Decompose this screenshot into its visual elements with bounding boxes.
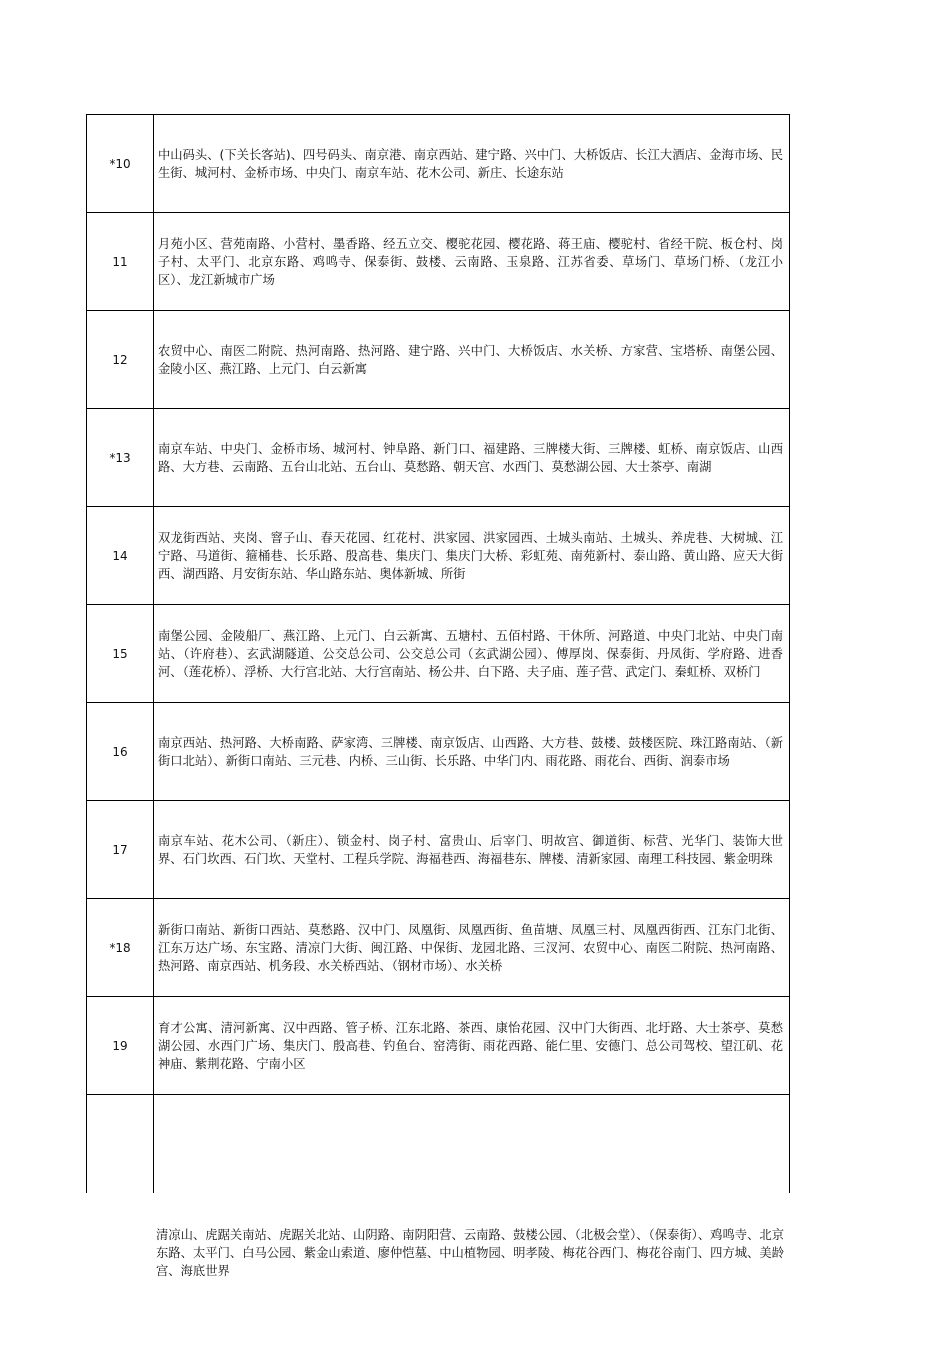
table-row [87, 115, 790, 213]
route-number: 19 [87, 997, 154, 1095]
route-number: *18 [87, 899, 154, 997]
table-row [87, 311, 790, 409]
table-row [87, 605, 790, 703]
route-stops: 育才公寓、清河新寓、汉中西路、管子桥、江东北路、茶西、康怡花园、汉中门大街西、北圩路、大士茶亭、莫愁湖公园、水西门广场、集庆门、殷高巷、钓鱼台、窑湾街、雨花西路、能仁里、安德门、总公司驾校、望江矶、花神庙、紫荆花路、宁南小区 [154, 997, 790, 1095]
route-stops: 南京车站、中央门、金桥市场、城河村、钟阜路、新门口、福建路、三牌楼大街、三牌楼、虹桥、南京饭店、山西路、大方巷、云南路、五台山北站、五台山、莫愁路、朝天宫、水西门、莫愁湖公园、大士茶亭、南湖 [154, 409, 790, 507]
route-stops: 南京西站、热河路、大桥南路、萨家湾、三牌楼、南京饭店、山西路、大方巷、鼓楼、鼓楼医院、珠江路南站、（新街口北站）、新街口南站、三元巷、内桥、三山街、长乐路、中华门内、雨花路、雨花台、西街、润泰市场 [154, 703, 790, 801]
route-number: 17 [87, 801, 154, 899]
table-row [87, 213, 790, 311]
table-row [87, 997, 790, 1095]
route-number: 14 [87, 507, 154, 605]
table-row [87, 801, 790, 899]
route-number: 15 [87, 605, 154, 703]
route-number: 11 [87, 213, 154, 311]
route-stops: 农贸中心、南医二附院、热河南路、热河路、建宁路、兴中门、大桥饭店、水关桥、方家营、宝塔桥、南堡公园、金陵小区、燕江路、上元门、白云新寓 [154, 311, 790, 409]
route-number: *10 [87, 115, 154, 213]
route-stops: 南堡公园、金陵船厂、燕江路、上元门、白云新寓、五塘村、五佰村路、干休所、河路道、中央门北站、中央门南站、（许府巷）、玄武湖隧道、公交总公司、公交总公司（玄武湖公园）、傅厚岗、保泰街、丹凤街、学府路、进香河、（莲花桥）、浮桥、大行宫北站、大行宫南站、杨公井、白下路、夫子庙、莲子营、武定门、秦虹桥、双桥门 [154, 605, 790, 703]
route-number: 16 [87, 703, 154, 801]
table-row [87, 409, 790, 507]
route-stops: 新街口南站、新街口西站、莫愁路、汉中门、凤凰街、凤凰西街、鱼苗塘、凤凰三村、凤凰西街西、江东门北街、江东万达广场、东宝路、清凉门大街、闽江路、中保街、龙园北路、三汊河、农贸中心、南医二附院、热河南路、热河路、南京西站、机务段、水关桥西站、（钢材市场）、水关桥 [154, 899, 790, 997]
route-stops: 双龙街西站、夹岗、窨子山、春天花园、红花村、洪家园、洪家园西、土城头南站、土城头、养虎巷、大树城、江宁路、马道街、箍桶巷、长乐路、殷高巷、集庆门、集庆门大桥、彩虹苑、南苑新村、泰山路、黄山路、应天大街西、湖西路、月安街东站、华山路东站、奥体新城、所街 [154, 507, 790, 605]
table-row [87, 899, 790, 997]
empty-table-row [87, 1095, 790, 1193]
route-table-body [87, 115, 790, 1193]
table-row [87, 507, 790, 605]
route-number: 12 [87, 311, 154, 409]
route-stops: 月苑小区、营苑南路、小营村、墨香路、经五立交、樱驼花园、樱花路、蒋王庙、樱驼村、省经干院、板仓村、岗子村、太平门、北京东路、鸡鸣寺、保泰街、鼓楼、云南路、玉泉路、江苏省委、草场门、草场门桥、（龙江小区）、龙江新城市广场 [154, 213, 790, 311]
route-number: *13 [87, 409, 154, 507]
route-stops: 中山码头、(下关长客站)、四号码头、南京港、南京西站、建宁路、兴中门、大桥饭店、长江大酒店、金海市场、民生街、城河村、金桥市场、中央门、南京车站、花木公司、新庄、长途东站 [154, 115, 790, 213]
table-row [87, 703, 790, 801]
route-stops: 南京车站、花木公司、（新庄）、锁金村、岗子村、富贵山、后宰门、明故宫、御道街、标营、光华门、装饰大世界、石门坎西、石门坎、天堂村、工程兵学院、海福巷西、海福巷东、牌楼、清新家园、南理工科技园、紫金明珠 [154, 801, 790, 899]
empty-route-number [87, 1095, 154, 1193]
bus-route-table [86, 114, 790, 1193]
continued-route-stops: 清凉山、虎踞关南站、虎踞关北站、山阴路、南阴阳营、云南路、鼓楼公园、（北极会堂）、（保泰街）、鸡鸣寺、北京东路、太平门、白马公园、紫金山索道、廖仲恺墓、中山植物园、明孝陵、梅花谷西门、梅花谷南门、四方城、美龄宫、海底世界 [156, 1228, 784, 1278]
empty-route-stops [154, 1095, 790, 1193]
